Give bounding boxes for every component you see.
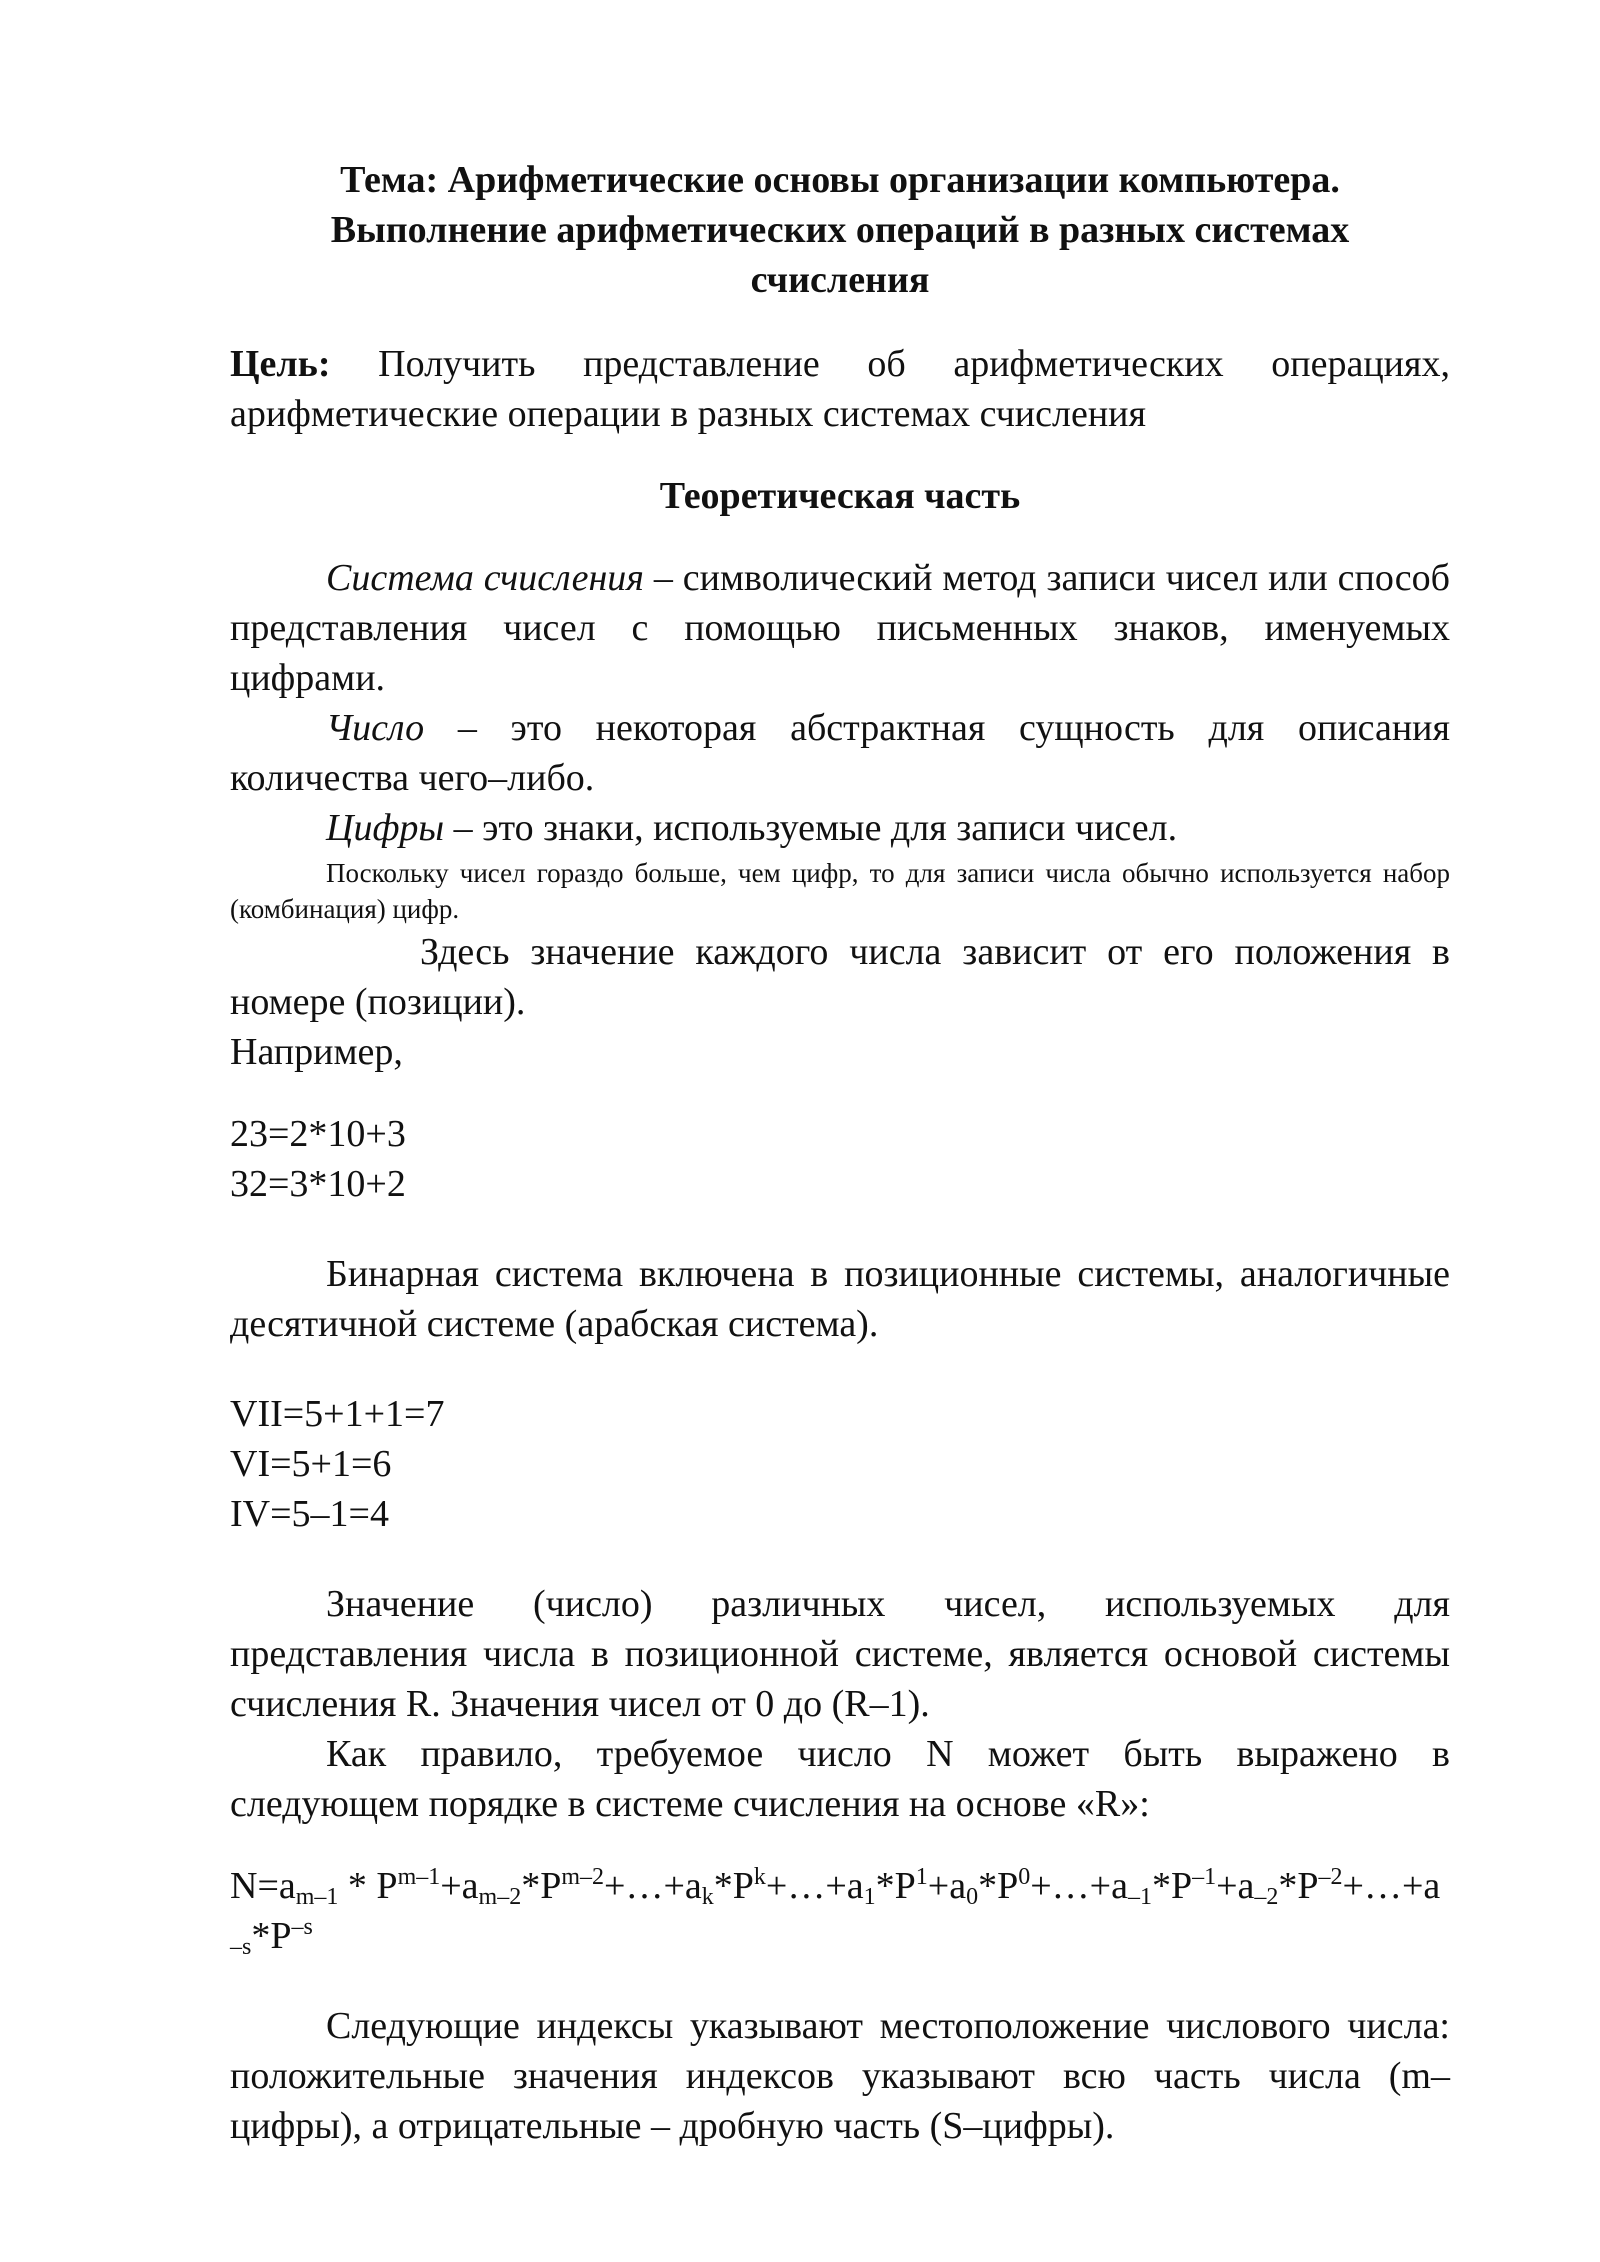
formula-superscript: 1	[915, 1864, 928, 1890]
example-label: Например,	[230, 1031, 403, 1073]
formula-subscript: 1	[863, 1884, 876, 1910]
formula-superscript: k	[753, 1864, 766, 1890]
formula-superscript: m–2	[561, 1864, 605, 1890]
formula-part: N=a	[230, 1865, 296, 1907]
formula-part: * P	[338, 1865, 398, 1907]
formula-part: *P	[713, 1865, 754, 1907]
rule-paragraph: Как правило, требуемое число N может быть выражено в следующем порядке в системе счисления на основе «R»:	[230, 1733, 1450, 1825]
document-page	[230, 155, 1450, 2151]
formula-part: *P	[251, 1915, 292, 1957]
term-digits: Цифры	[326, 807, 445, 849]
formula-subscript: –s	[230, 1934, 252, 1960]
formula-superscript: –1	[1192, 1864, 1217, 1890]
example-line: 32=3*10+2	[230, 1163, 406, 1205]
decimal-examples	[230, 1109, 1450, 1209]
roman-example-line: VII=5+1+1=7	[230, 1393, 445, 1435]
formula-part: +…+a	[604, 1865, 702, 1907]
goal-label: Цель:	[230, 343, 331, 385]
term-number-system: Система счисления	[326, 557, 644, 599]
small-note: Поскольку чисел гораздо больше, чем цифр, то для записи числа обычно используется набор (комбинация) цифр.	[230, 858, 1450, 924]
formula-part: +a	[440, 1865, 479, 1907]
definition-number-system	[230, 553, 1450, 703]
definition-digits	[230, 803, 1450, 853]
formula-part: +…+a	[1342, 1865, 1441, 1907]
title-line-2: Выполнение арифметических операций в разных системах	[330, 209, 1350, 251]
formula-part: *P	[521, 1865, 562, 1907]
definition-digits-text: – это знаки, используемые для записи чисел.	[444, 807, 1178, 849]
section-title: Теоретическая часть	[659, 475, 1021, 517]
formula-subscript: k	[701, 1884, 714, 1910]
formula-subscript: m–2	[478, 1884, 522, 1910]
title-line-3: счисления	[750, 259, 930, 301]
formula-subscript: –1	[1127, 1884, 1152, 1910]
formula-subscript: 0	[966, 1884, 979, 1910]
definition-number-system-text: – символический метод записи чисел или способ представления чисел с помощью письменных знаков, именуемых цифрами.	[230, 557, 1450, 699]
title-line-1: Тема: Арифметические основы организации компьютера.	[340, 159, 1340, 201]
formula-subscript: –2	[1254, 1884, 1279, 1910]
formula-part: +…+a	[1030, 1865, 1128, 1907]
document-title	[230, 155, 1450, 305]
goal-text: Получить представление об арифметических операциях, арифметические операции в разных системах счисления	[230, 343, 1450, 435]
definition-number-text: – это некоторая абстрактная сущность для описания количества чего–либо.	[230, 707, 1450, 799]
position-paragraph: Здесь значение каждого числа зависит от его положения в номере (позиции).	[230, 931, 1450, 1023]
formula-part: *P	[1151, 1865, 1193, 1907]
binary-paragraph: Бинарная система включена в позиционные системы, аналогичные десятичной системе (арабская система).	[230, 1253, 1450, 1345]
formula-part: *P	[875, 1865, 916, 1907]
formula-superscript: –2	[1318, 1864, 1343, 1890]
roman-examples	[230, 1389, 1450, 1539]
formula-part: *P	[978, 1865, 1019, 1907]
roman-example-line: IV=5–1=4	[230, 1493, 389, 1535]
formula-part: +a	[927, 1865, 967, 1907]
formula-part: +a	[1216, 1865, 1255, 1907]
formula-superscript: m–1	[397, 1864, 441, 1890]
term-number: Число	[326, 707, 425, 749]
definition-number	[230, 703, 1450, 803]
positional-formula	[230, 1861, 1450, 1961]
example-line: 23=2*10+3	[230, 1113, 406, 1155]
roman-example-line: VI=5+1=6	[230, 1443, 392, 1485]
goal-paragraph	[230, 339, 1450, 439]
formula-part: *P	[1278, 1865, 1319, 1907]
formula-part: +…+a	[765, 1865, 864, 1907]
formula-subscript: m–1	[295, 1884, 339, 1910]
formula-superscript: –s	[291, 1914, 313, 1940]
indices-paragraph: Следующие индексы указывают местоположение числового числа: положительные значения индексов указывают всю часть числа (m–цифры), а отрицательные – дробную часть (S–цифры).	[230, 2005, 1450, 2147]
base-paragraph: Значение (число) различных чисел, используемых для представления числа в позиционной системе, является основой системы счисления R. Значения чисел от 0 до (R–1).	[230, 1583, 1450, 1725]
formula-superscript: 0	[1018, 1864, 1031, 1890]
